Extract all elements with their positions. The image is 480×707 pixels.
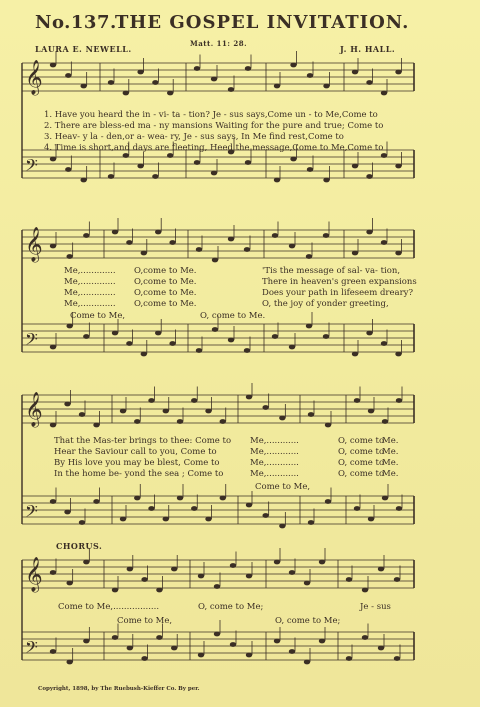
copyright-notice: Copyright, 1898, by The Ruebush-Kieffer Co. By per. bbox=[38, 686, 200, 692]
lyric-line: Me,............. bbox=[64, 266, 116, 276]
lyric-line: By His love you may be blest, Come to bbox=[54, 458, 220, 468]
verse-line-4: 4. Time is short,and days are fleeting, Heed the message,Come to Me,Come to bbox=[44, 143, 384, 153]
verse-line-3: 3. Heav- y la - den,or a- wea- ry, Je - sus says, In Me find rest,Come to bbox=[44, 132, 344, 142]
lyric-line: O, the joy of yonder greeting, bbox=[262, 299, 389, 309]
svg-text:𝄢: 𝄢 bbox=[25, 329, 38, 353]
svg-text:𝄢: 𝄢 bbox=[25, 501, 38, 525]
lyric-line: O, come to bbox=[338, 458, 385, 468]
hymn-number: No.137. bbox=[35, 12, 117, 33]
lyric-line: Me,............ bbox=[250, 469, 299, 479]
lyric-line: Me. bbox=[382, 469, 399, 479]
sys3-right-lyrics-b bbox=[382, 436, 398, 480]
lyric-line: Me,............ bbox=[250, 458, 299, 468]
sys2-bass-lyric-left: Come to Me, bbox=[70, 311, 126, 321]
sys3-left-lyrics bbox=[54, 436, 231, 480]
sys3-bass-lyric: Come to Me, bbox=[255, 482, 311, 492]
chorus-lyric-1a: Come to Me,................. bbox=[58, 602, 160, 612]
sys2-middle-lyrics bbox=[134, 266, 197, 310]
lyric-line: Me,............. bbox=[64, 277, 116, 287]
lyric-line: O,come to Me. bbox=[134, 277, 197, 287]
author-credit: LAURA E. NEWELL. bbox=[35, 44, 132, 54]
lyric-line: That the Mas-ter brings to thee: Come to bbox=[54, 436, 232, 446]
verse-line-2: 2. There are bless-ed ma - ny mansions Waiting for the pure and true; Come to bbox=[44, 121, 384, 131]
lyric-line: O, come to bbox=[338, 447, 385, 457]
composer-credit: J. H. HALL. bbox=[340, 44, 396, 54]
lyric-line: In the home be- yond the sea ; Come to bbox=[54, 469, 224, 479]
lyric-line: Me. bbox=[382, 447, 399, 457]
lyric-line: O,come to Me. bbox=[134, 266, 197, 276]
chorus-label: CHORUS. bbox=[56, 541, 103, 551]
svg-text:𝄞: 𝄞 bbox=[25, 557, 43, 592]
svg-text:𝄞: 𝄞 bbox=[25, 227, 43, 262]
hymn-title: THE GOSPEL INVITATION. bbox=[115, 12, 410, 33]
lyric-line: O, come to bbox=[338, 436, 385, 446]
lyric-line: Me,............. bbox=[64, 288, 116, 298]
lyric-line: O,come to Me. bbox=[134, 299, 197, 309]
sys2-right-lyrics bbox=[262, 266, 417, 310]
sys2-bass-lyric-right: O, come to Me. bbox=[200, 311, 266, 321]
lyric-line: Me,............ bbox=[250, 436, 299, 446]
lyric-line: Me,............ bbox=[250, 447, 299, 457]
sys3-right-lyrics-a bbox=[338, 436, 384, 480]
svg-text:𝄢: 𝄢 bbox=[25, 637, 38, 661]
scripture-reference: Matt. 11: 28. bbox=[190, 39, 248, 48]
chorus-lyric-1b: O, come to Me; bbox=[198, 602, 264, 612]
svg-text:𝄞: 𝄞 bbox=[25, 392, 43, 427]
lyric-line: Me. bbox=[382, 436, 399, 446]
verse-line-1: 1. Have you heard the in - vi- ta - tion? Je - sus says,Come un - to Me,Come to bbox=[44, 110, 378, 120]
lyric-line: Hear the Saviour call to you, Come to bbox=[54, 447, 217, 457]
chorus-lyric-1c: Je - sus bbox=[360, 602, 391, 612]
sys2-left-lyrics bbox=[64, 266, 116, 310]
lyric-line: O, come to bbox=[338, 469, 385, 479]
svg-text:𝄢: 𝄢 bbox=[25, 155, 38, 179]
lyric-line: Does your path in lifeseem dreary? bbox=[262, 288, 414, 298]
svg-text:𝄞: 𝄞 bbox=[25, 60, 43, 95]
lyric-line: Me,............. bbox=[64, 299, 116, 309]
lyric-line: There in heaven's green expansions bbox=[262, 277, 417, 287]
lyric-line: Me. bbox=[382, 458, 399, 468]
sys3-middle-lyrics bbox=[250, 436, 299, 480]
chorus-lyric-2a: Come to Me, bbox=[117, 616, 173, 626]
lyric-line: O,come to Me. bbox=[134, 288, 197, 298]
lyric-line: 'Tis the message of sal- va- tion, bbox=[262, 266, 401, 276]
verse-block-1 bbox=[44, 110, 383, 154]
chorus-lyric-2b: O, come to Me; bbox=[275, 616, 341, 626]
